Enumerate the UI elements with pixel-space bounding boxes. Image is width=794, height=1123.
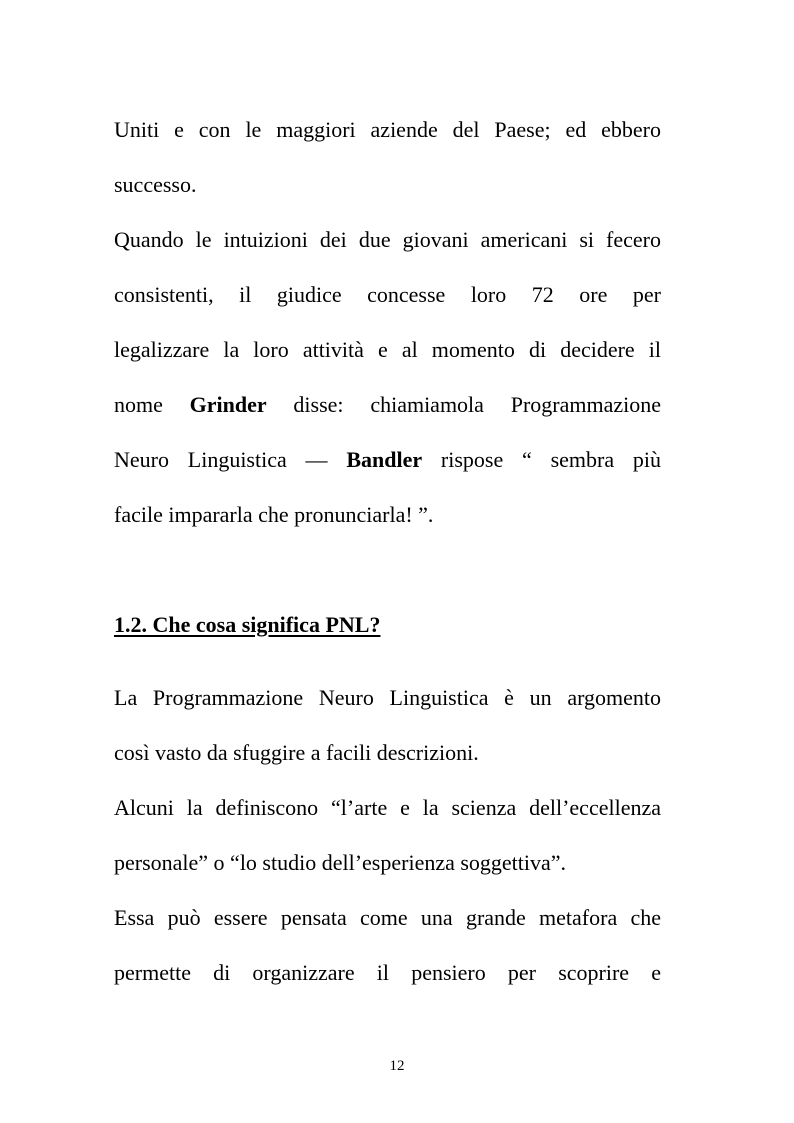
line-4-text-end: disse: chiamiamola Programmazione bbox=[266, 392, 661, 417]
paragraph-2-line-3: legalizzare la loro attività e al momento di decidere il bbox=[114, 337, 661, 362]
paragraph-2-line-4 bbox=[114, 390, 661, 420]
section-heading: 1.2. Che cosa significa PNL? bbox=[114, 612, 381, 637]
page-number: 12 bbox=[389, 1058, 405, 1074]
paragraph-3-line-2: così vasto da sfuggire a facili descrizioni. bbox=[114, 740, 479, 765]
paragraph-4-line-2: personale” o “lo studio dell’esperienza soggettiva”. bbox=[114, 850, 567, 875]
line-5-text-end: rispose “ sembra più bbox=[422, 447, 662, 472]
name-bandler: Bandler bbox=[346, 447, 423, 472]
paragraph-2-line-5 bbox=[114, 445, 661, 475]
paragraph-5-line-2: permette di organizzare il pensiero per scoprire e bbox=[114, 960, 661, 985]
paragraph-4-line-1: Alcuni la definiscono “l’arte e la scienza dell’eccellenza bbox=[114, 795, 661, 820]
paragraph-2-line-1: Quando le intuizioni dei due giovani americani si fecero bbox=[114, 227, 661, 252]
line-5-text-start: Neuro Linguistica — bbox=[114, 447, 347, 472]
paragraph-5-line-1: Essa può essere pensata come una grande metafora che bbox=[114, 905, 661, 930]
line-4-text-start: nome bbox=[114, 392, 190, 417]
paragraph-3-line-1: La Programmazione Neuro Linguistica è un argomento bbox=[114, 685, 661, 710]
paragraph-1-line-2: successo. bbox=[114, 172, 197, 197]
paragraph-2-line-6: facile impararla che pronunciarla! ”. bbox=[114, 502, 434, 527]
name-grinder: Grinder bbox=[189, 392, 267, 417]
paragraph-2-line-2: consistenti, il giudice concesse loro 72 ore per bbox=[114, 282, 661, 307]
paragraph-1-line-1: Uniti e con le maggiori aziende del Paese; ed ebbero bbox=[114, 117, 661, 142]
